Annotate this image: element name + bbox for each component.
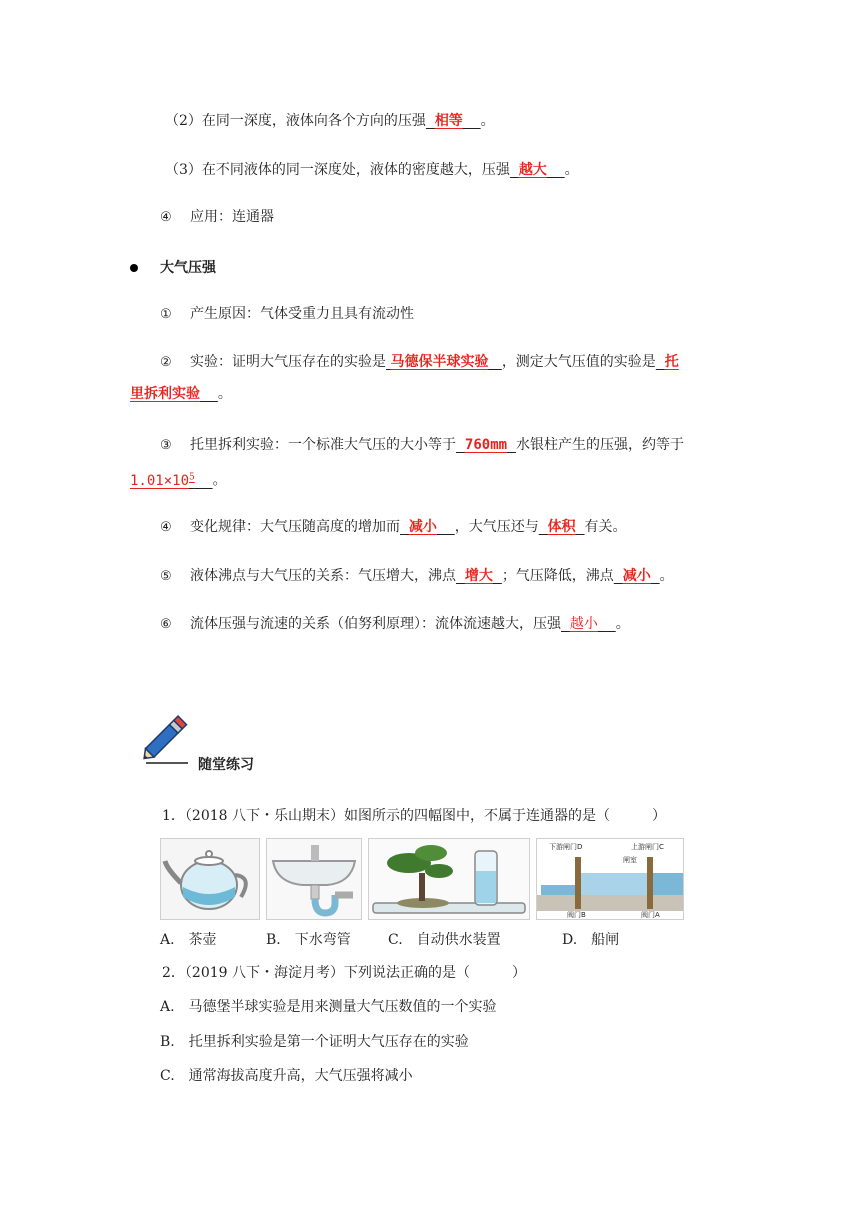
blank <box>510 162 565 178</box>
q1-option-a[interactable]: A. 茶壶 <box>160 932 217 948</box>
item-text: 应用：连通器 <box>190 209 274 225</box>
auto-water-supply-image <box>368 838 530 920</box>
answer-text: 马德保半球实验 <box>390 354 489 370</box>
atm-item-6 <box>160 614 630 635</box>
teapot-image <box>160 838 260 920</box>
punct: 。 <box>659 568 674 584</box>
label-valve-b: 阀门B <box>567 911 586 919</box>
item-text: ，测定大气压值的实验是 <box>501 354 656 370</box>
blank <box>456 437 516 453</box>
pencil-icon <box>136 708 196 768</box>
item-text: ；气压降低，沸点 <box>501 568 614 584</box>
item-text: 有关。 <box>584 519 627 535</box>
q2-option-a[interactable]: A. 马德堡半球实验是用来测量大气压数值的一个实验 <box>160 999 497 1015</box>
blank <box>426 113 481 129</box>
label-gate-c: 上游闸门C <box>631 843 664 851</box>
atm-item-1 <box>160 304 414 325</box>
answer-text: 760mm <box>464 437 508 453</box>
atm-item-5 <box>160 566 674 587</box>
blank <box>539 519 585 535</box>
item-number: ④ <box>160 520 172 535</box>
blank <box>614 568 660 584</box>
answer-text: 越大 <box>518 162 547 178</box>
question-2: 2．（2019 八下・海淀月考）下列说法正确的是（ ） <box>162 965 526 981</box>
blank <box>656 354 679 370</box>
liquid-item-3 <box>165 160 579 180</box>
punct: 。 <box>217 386 232 402</box>
q2-option-c[interactable]: C. 通常海拔高度升高，大气压强将减小 <box>160 1068 413 1084</box>
label-gate-d: 下游闸门D <box>549 843 583 851</box>
item-text: 液体沸点与大气压的关系：气压增大，沸点 <box>190 568 456 584</box>
blank <box>130 386 218 402</box>
item-number: ③ <box>160 438 172 453</box>
atm-item-3-cont <box>130 467 227 491</box>
punct: 。 <box>212 472 227 489</box>
item-text: ，大气压还与 <box>454 519 539 535</box>
ship-lock-image <box>536 838 684 920</box>
divider <box>146 762 188 764</box>
item-text: 变化规律：大气压随高度的增加而 <box>190 519 400 535</box>
item-text: 水银柱产生的压强，约等于 <box>515 437 684 453</box>
label-chamber: 闸室 <box>623 856 637 864</box>
liquid-item-2 <box>165 111 495 131</box>
answer-text: 体积 <box>547 519 576 535</box>
answer-text: 减小 <box>622 568 651 584</box>
punct: 。 <box>564 162 579 178</box>
answer-text: 托 <box>664 354 679 370</box>
atm-item-2-cont <box>130 384 232 404</box>
punct: 。 <box>480 113 495 129</box>
blank <box>386 354 502 370</box>
blank <box>400 519 455 535</box>
item-text: 流体压强与流速的关系（伯努利原理）：流体流速越大，压强 <box>190 616 561 632</box>
atm-item-3 <box>160 435 684 456</box>
atm-item-4 <box>160 517 627 538</box>
answer-text: 减小 <box>408 519 437 535</box>
section-title: 大气压强 <box>160 260 216 276</box>
blank <box>561 616 616 632</box>
item-number: ① <box>160 307 172 322</box>
item-text: 实验：证明大气压存在的实验是 <box>190 354 386 370</box>
item-number: ② <box>160 355 172 370</box>
blank <box>130 473 213 489</box>
question-1: 1．（2018 八下・乐山期末）如图所示的四幅图中，不属于连通器的是（ ） <box>162 808 666 824</box>
item-number: ⑤ <box>160 569 172 584</box>
practice-title: 随堂练习 <box>198 757 254 773</box>
q2-option-b[interactable]: B. 托里拆利实验是第一个证明大气压存在的实验 <box>160 1034 469 1050</box>
item-text: 托里拆利实验：一个标准大气压的大小等于 <box>190 437 456 453</box>
answer-text: 相等 <box>434 113 463 129</box>
atm-item-2 <box>160 352 679 373</box>
liquid-item-4 <box>160 207 274 228</box>
q1-option-d[interactable]: D. 船闸 <box>562 932 620 948</box>
bullet-icon <box>130 264 138 272</box>
item-number: ⑥ <box>160 617 172 632</box>
item-number: ④ <box>160 210 172 225</box>
answer-text: 越小 <box>569 616 598 632</box>
punct: 。 <box>615 616 630 632</box>
answer-text: 1.01×10 <box>130 472 190 489</box>
blank <box>456 568 502 584</box>
label-valve-a: 阀门A <box>641 911 660 919</box>
item-text: （3）在不同液体的同一深度处，液体的密度越大，压强 <box>165 162 510 178</box>
answer-text: 增大 <box>464 568 493 584</box>
item-text: 产生原因：气体受重力且具有流动性 <box>190 306 414 322</box>
item-text: （2）在同一深度，液体向各个方向的压强 <box>165 113 426 129</box>
q1-option-b[interactable]: B. 下水弯管 <box>266 932 351 948</box>
answer-exponent: 5 <box>189 472 195 482</box>
answer-text: 里拆利实验 <box>130 386 200 402</box>
q1-option-c[interactable]: C. 自动供水装置 <box>388 932 501 948</box>
drain-pipe-image <box>266 838 362 920</box>
